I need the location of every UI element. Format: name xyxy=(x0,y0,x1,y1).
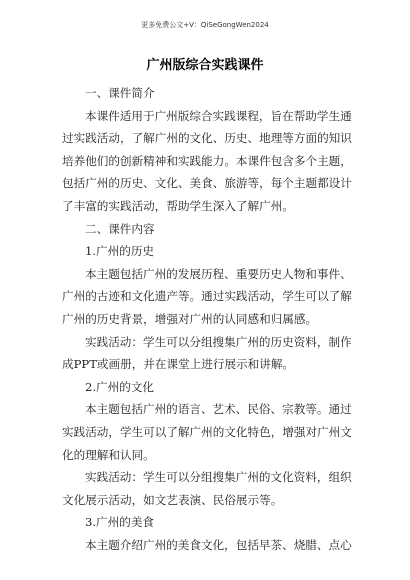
paragraph-line: 培养他们的创新精神和实践能力。本课件包含多个主题， xyxy=(62,153,352,168)
paragraph-line: 过实践活动，了解广州的文化、历史、地理等方面的知识 xyxy=(62,131,352,146)
section-heading: 一、课件简介 xyxy=(85,86,155,100)
paragraph-line: 广州的古迹和文化遗产等。通过实践活动，学生可以了解 xyxy=(62,289,352,304)
paragraph-line: 化的理解和认同。 xyxy=(62,447,155,462)
paragraph-line: 文化展示活动，如文艺表演、民俗展示等。 xyxy=(62,492,283,507)
paragraph-line: 本课件适用于广州版综合实践课程，旨在帮助学生通 xyxy=(85,108,352,123)
paragraph-line: 本主题包括广州的语言、艺术、民俗、宗教等。通过 xyxy=(85,402,352,417)
paragraph-line: 包括广州的历史、文化、美食、旅游等，每个主题都设计 xyxy=(62,176,352,191)
document-body xyxy=(62,82,362,556)
paragraph-line: 广州的历史背景，增强对广州的认同感和归属感。 xyxy=(62,311,318,326)
section-heading: 1.广州的历史 xyxy=(85,244,155,259)
section-heading: 3.广州的美食 xyxy=(85,515,155,530)
paragraph-line: 实践活动，学生可以了解广州的文化特色，增强对广州文 xyxy=(62,424,352,439)
document-title: 广州版综合实践课件 xyxy=(146,58,264,73)
paragraph-line: 实践活动：学生可以分组搜集广州的历史资料，制作 xyxy=(85,334,352,349)
paragraph-line: 本主题包括广州的发展历程、重要历史人物和事件、 xyxy=(85,266,352,281)
section-heading: 二、课件内容 xyxy=(85,221,155,236)
watermark-text: 更多免费公文+V：QiSeGongWen2024 xyxy=(141,21,269,29)
paragraph-line: 成PPT或画册，并在课堂上进行展示和讲解。 xyxy=(62,357,295,372)
paragraph-line: 了丰富的实践活动，帮助学生深入了解广州。 xyxy=(62,198,294,213)
paragraph-line: 实践活动：学生可以分组搜集广州的文化资料，组织 xyxy=(85,470,352,485)
paragraph-line: 本主题介绍广州的美食文化，包括早茶、烧腊、点心 xyxy=(85,537,352,552)
section-heading: 2.广州的文化 xyxy=(85,379,155,394)
